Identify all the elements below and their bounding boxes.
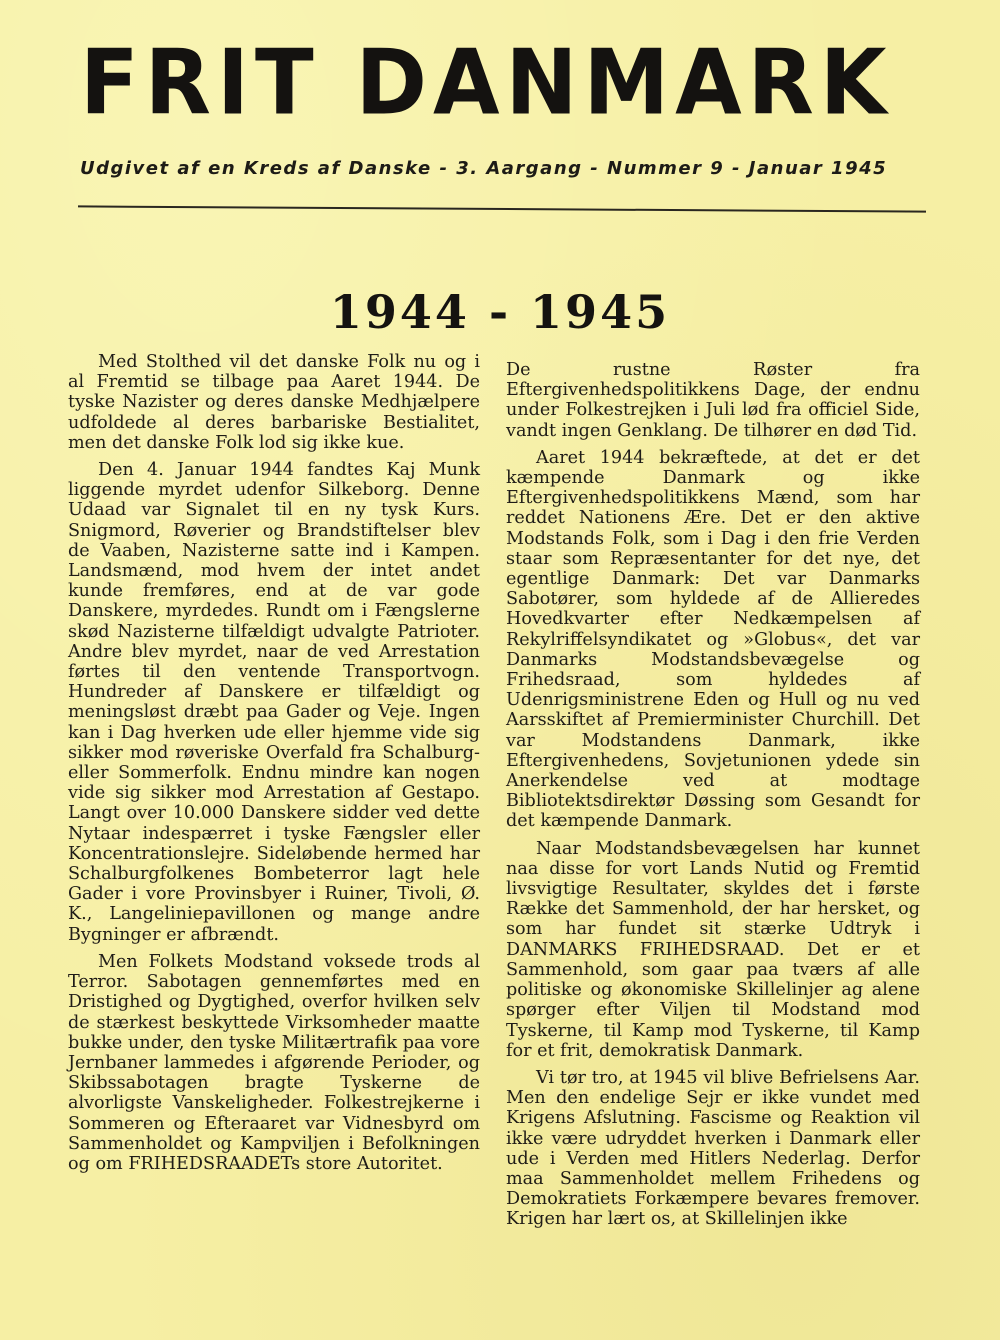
masthead-title: FRIT DANMARK	[80, 30, 893, 136]
article-paragraph: Den 4. Januar 1944 fandtes Kaj Munk liggende myrdet udenfor Silkeborg. Denne Udaad var Signalet til en ny tysk Kurs. Snigmord, Røverier og Brandstiftelser blev de Vaaben, Nazisterne satte ind i Kampen. Landsmænd, mod hvem der intet andet kunde fremføres, end at de var gode Danskere, myrdedes. Rundt om i Fængslerne skød Nazisterne tilfældigt udvalgte Patrioter. Andre blev myrdet, naar de ved Arrestation førtes til den ventende Transportvogn. Hundreder af Danskere er tilfældigt og meningsløst dræbt paa Gader og Veje. Ingen kan i Dag hverken ude eller hjemme vide sig sikker mod røveriske Overfald fra Schalburg- eller Sommerfolk. Endnu mindre kan nogen vide sig sikker mod Arrestation af Gestapo. Langt over 10.000 Danskere sidder ved dette Nytaar indespærret i tyske Fængsler eller Koncentrationslejre. Sideløbende hermed har Schalburgfolkenes Bombeterror lagt hele Gader i vore Provinsbyer i Ruiner, Tivoli, Ø. K., Langeliniepavillonen og mange andre Bygninger er afbrændt.	[68, 460, 480, 945]
masthead-divider	[78, 205, 926, 212]
article-column-right	[506, 360, 920, 1237]
article-headline: 1944 - 1945	[329, 285, 671, 339]
article-paragraph: De rustne Røster fra Eftergivenhedspolitikkens Dage, der endnu under Folkestrejken i Juli lød fra officiel Side, vandt ingen Genklang. De tilhører en død Tid.	[506, 360, 920, 441]
article-paragraph: Aaret 1944 bekræftede, at det er det kæmpende Danmark og ikke Eftergivenhedspolitikkens Mænd, som har reddet Nationens Ære. Det er den aktive Modstands Folk, som i Dag i den frie Verden staar som Repræsentanter for det nye, det egentlige Danmark: Det var Danmarks Sabotører, som hyldede af de Allieredes Hovedkvarter efter Nedkæmpelsen af Rekylriffelsyndikatet og »Globus«, det var Danmarks Modstandsbevægelse og Frihedsraad, som hyldedes af Udenrigsministrene Eden og Hull og nu ved Aarsskiftet af Premierminister Churchill. Det var Modstandens Danmark, ikke Eftergivenhedens, Sovjetunionen ydede sin Anerkendelse ved at modtage Bibliotektsdirektør Døssing som Gesandt for det kæmpende Danmark.	[506, 447, 920, 832]
article-paragraph: Vi tør tro, at 1945 vil blive Befrielsens Aar. Men den endelige Sejr er ikke vundet med Krigens Afslutning. Fascisme og Reaktion vil ikke være udryddet hverken i Danmark eller ude i Verden med Hitlers Nederlag. Derfor maa Sammenholdet mellem Frihedens og Demokratiets Forkæmpere bevares fremover. Krigen har lært os, at Skillelinjen ikke	[506, 1067, 920, 1230]
article-paragraph: Men Folkets Modstand voksede trods al Terror. Sabotagen gennemførtes med en Dristighed og Dygtighed, overfor hvilken selv de stærkest beskyttede Virksomheder maatte bukke under, den tyske Militærtrafik paa vore Jernbaner lammedes i afgørende Perioder, og Skibssabotagen bragte Tyskerne de alvorligste Vanskeligheder. Folkestrejkerne i Sommeren og Efteraaret var Vidnesbyrd om Sammenholdet og Kampviljen i Befolkningen og om FRIHEDSRAADETs store Autoritet.	[68, 951, 480, 1174]
masthead-subtitle: Udgivet af en Kreds af Danske - 3. Aargang - Nummer 9 - Januar 1945	[80, 158, 888, 179]
article-column-left	[68, 352, 480, 1181]
article-paragraph: Naar Modstandsbevægelsen har kunnet naa disse for vort Lands Nutid og Fremtid livsvigtige Resultater, skyldes det i første Række det Sammenhold, der har hersket, og som har fundet sit stærke Udtryk i DANMARKS FRIHEDSRAAD. Det er et Sammenhold, som gaar paa tværs af alle politiske og økonomiske Skillelinjer ag alene spørger efter Viljen til Modstand mod Tyskerne, til Kamp mod Tyskerne, til Kamp for et frit, demokratisk Danmark.	[506, 838, 920, 1061]
article-paragraph: Med Stolthed vil det danske Folk nu og i al Fremtid se tilbage paa Aaret 1944. De tyske Nazister og deres danske Medhjælpere udfoldede al deres barbariske Bestialitet, men det danske Folk lod sig ikke kue.	[68, 352, 480, 453]
